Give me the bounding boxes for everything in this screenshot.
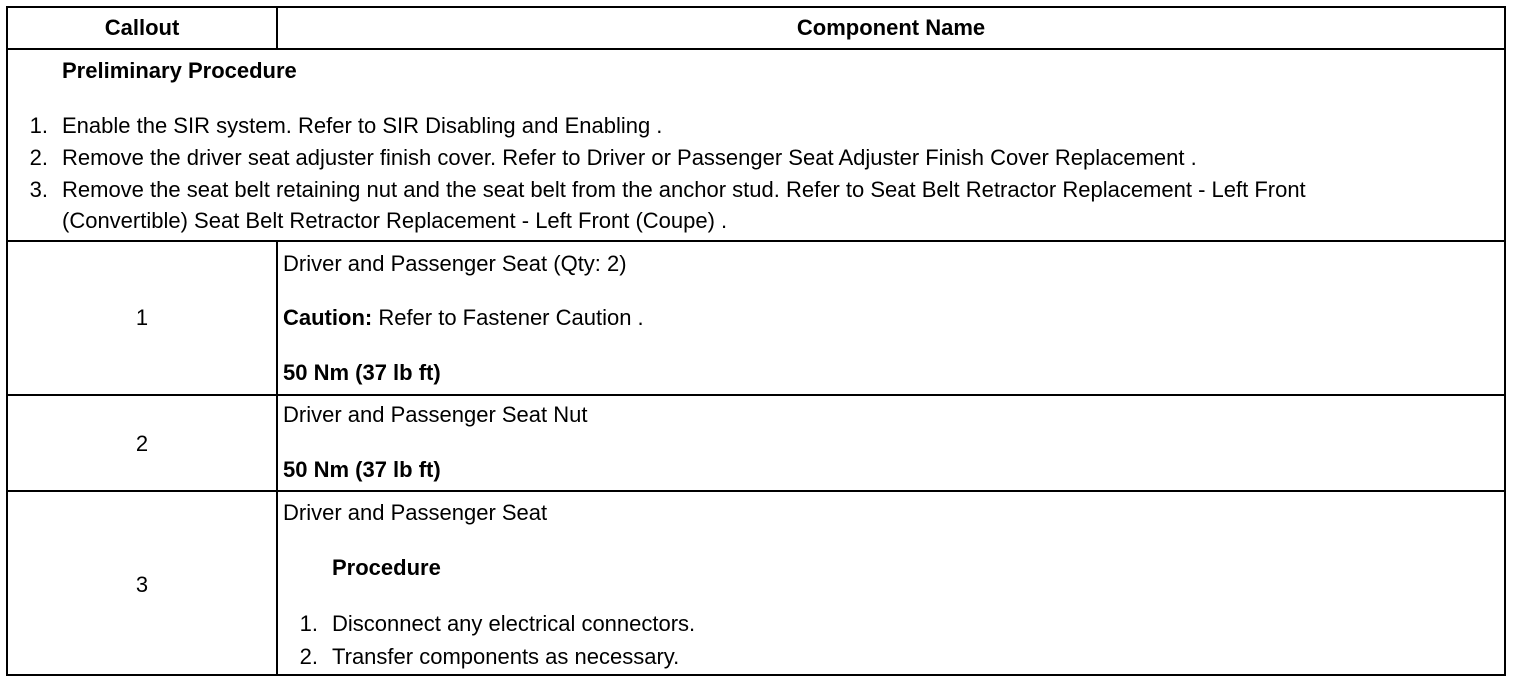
row-2-component-name: Driver and Passenger Seat Nut	[283, 402, 588, 427]
row-3-step-2-number: 2.	[299, 644, 318, 669]
row-2-divider	[8, 490, 1504, 492]
row-3-step-2-text: Transfer components as necessary.	[332, 644, 680, 669]
preliminary-step-1-text: Enable the SIR system. Refer to SIR Disabling and Enabling .	[62, 113, 663, 138]
header-component-name: Component Name	[796, 15, 986, 40]
header-callout: Callout	[104, 15, 180, 40]
row-1-caution	[283, 305, 644, 331]
row-3-procedure-title: Procedure	[332, 555, 441, 580]
preliminary-step-1-number: 1.	[29, 113, 48, 138]
row-2-torque: 50 Nm (37 lb ft)	[283, 457, 441, 482]
preliminary-step-2-number: 2.	[29, 145, 48, 170]
row-3-component-name: Driver and Passenger Seat	[283, 500, 548, 525]
row-3-step-1-text: Disconnect any electrical connectors.	[332, 611, 696, 636]
row-3-callout: 3	[135, 572, 149, 597]
caution-text: Refer to Fastener Caution .	[372, 305, 644, 330]
body-column-divider	[276, 240, 278, 674]
preliminary-step-3-text-line-2: (Convertible) Seat Belt Retractor Replacement - Left Front (Coupe) .	[62, 208, 728, 233]
row-2-callout: 2	[135, 431, 149, 456]
row-1-divider	[8, 394, 1504, 396]
caution-label: Caution:	[283, 305, 373, 330]
row-1-torque: 50 Nm (37 lb ft)	[283, 360, 441, 385]
preliminary-step-2-text: Remove the driver seat adjuster finish cover. Refer to Driver or Passenger Seat Adjuster Finish Cover Replacement .	[62, 145, 1197, 170]
preliminary-divider	[8, 240, 1504, 242]
header-divider	[8, 48, 1504, 50]
preliminary-step-3-number: 3.	[29, 177, 48, 202]
preliminary-step-3-text-line-1: Remove the seat belt retaining nut and the seat belt from the anchor stud. Refer to Seat Belt Retractor Replacement - Left Front	[62, 177, 1306, 202]
preliminary-title: Preliminary Procedure	[62, 58, 297, 83]
row-1-component-name: Driver and Passenger Seat (Qty: 2)	[283, 251, 627, 276]
row-1-callout: 1	[135, 305, 149, 330]
row-3-step-1-number: 1.	[299, 611, 318, 636]
